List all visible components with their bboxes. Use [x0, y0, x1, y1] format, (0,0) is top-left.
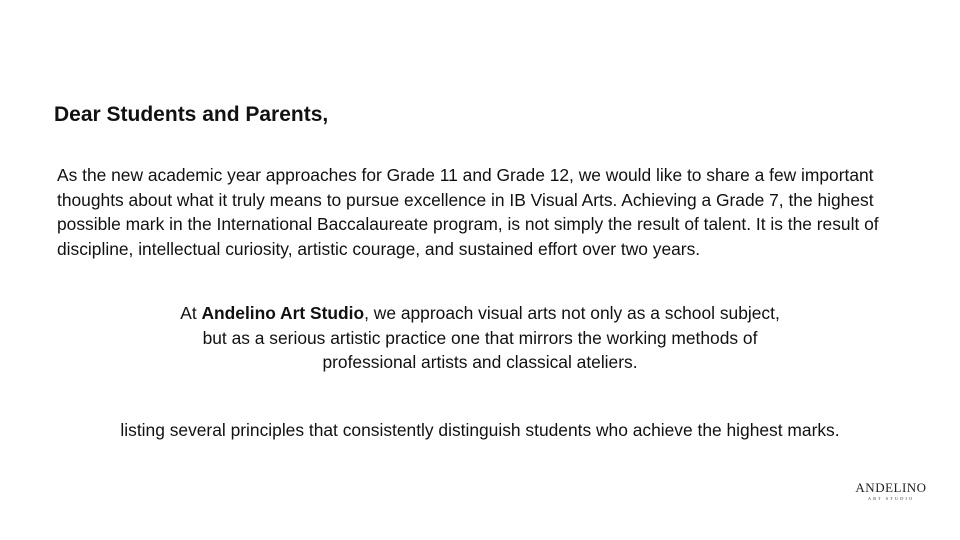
studio-line1-rest: , we approach visual arts not only as a school subject,: [364, 303, 780, 323]
principles-paragraph: listing several principles that consistently distinguish students who achieve the highest marks.: [120, 420, 840, 440]
studio-logo: [846, 480, 936, 502]
studio-prefix: At: [180, 303, 202, 323]
logo-name: ANDELINO: [855, 480, 927, 495]
logo-subtitle: ART STUDIO: [867, 496, 915, 501]
studio-paragraph: [100, 301, 860, 375]
studio-name: Andelino Art Studio: [201, 303, 365, 323]
intro-paragraph: As the new academic year approaches for Grade 11 and Grade 12, we would like to share a few important thoughts about what it truly means to pursue excellence in IB Visual Arts. Achieving a Grade 7, the highest possible mark in the International Baccalaureate program, is not simply the result of talent. It is the result of discipline, intellectual curiosity, artistic courage, and sustained effort over two years.: [57, 165, 879, 259]
studio-line2: but as a serious artistic practice one that mirrors the working methods of: [202, 327, 758, 348]
studio-line3: professional artists and classical ateliers.: [322, 352, 638, 373]
greeting-heading: Dear Students and Parents,: [54, 103, 329, 126]
